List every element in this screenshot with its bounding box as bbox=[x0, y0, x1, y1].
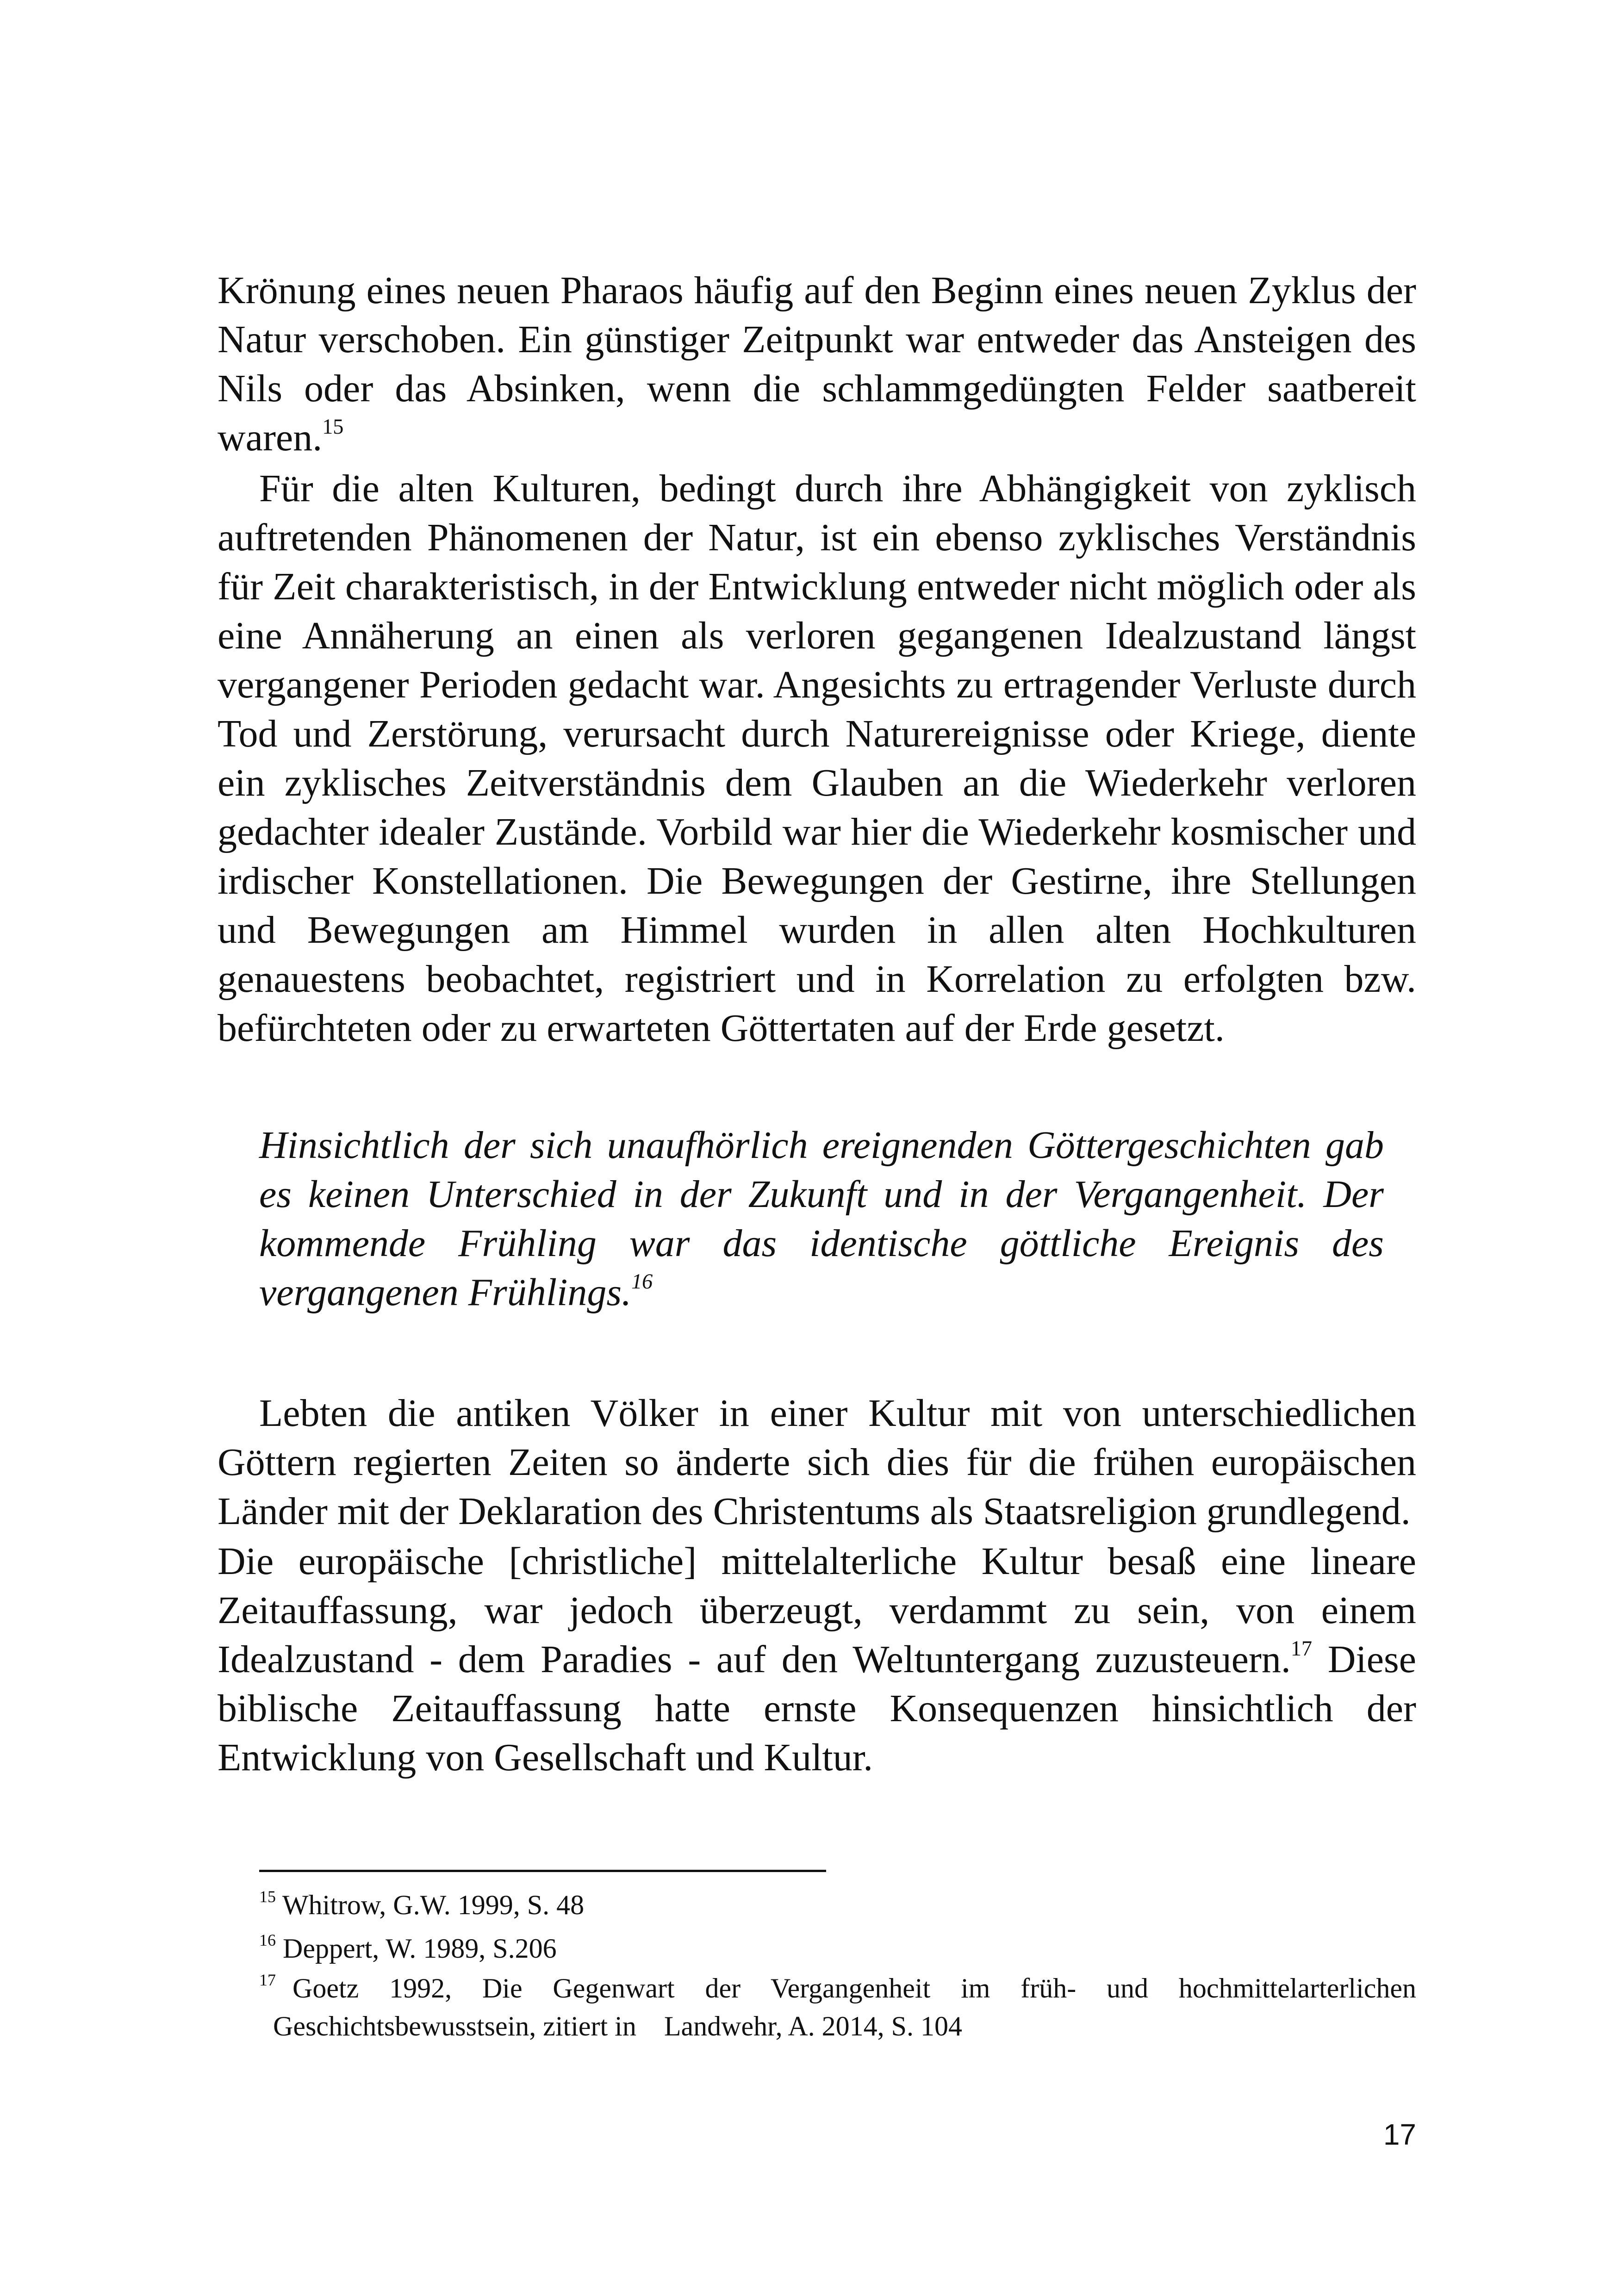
footnote-ref-15[interactable]: 15 bbox=[322, 415, 344, 439]
block-quote-text: Hinsichtlich der sich unaufhörlich ereignenden Göttergeschichten gab es keinen Unterschied in der Zukunft und in der Vergangenheit. Der kommende Frühling war das identische göttliche Ereignis des vergangenen Frühlings. bbox=[259, 1124, 1384, 1314]
paragraph-1-text: Krönung eines neuen Pharaos häufig auf den Beginn eines neuen Zyklus der Natur verschoben. Ein günstiger Zeitpunkt war entweder das Ansteigen des Nils oder das Absinken, wenn die schlammgedüngten Felder saatbereit waren. bbox=[218, 269, 1416, 459]
footnote-15 bbox=[259, 1887, 1416, 1923]
footnote-17-continued bbox=[273, 2008, 1430, 2044]
footnote-number: 17 bbox=[259, 1970, 276, 1989]
footnote-number: 15 bbox=[259, 1887, 276, 1906]
footnote-text-line-2b: Landwehr, A. 2014, S. 104 bbox=[664, 2011, 963, 2041]
paragraph-2-text: Für die alten Kulturen, bedingt durch ihre Abhängigkeit von zyklisch auftretenden Phänomenen der Natur, ist ein ebenso zyklisches Verständnis für Zeit charakteristisch, in der Entwicklung entweder nicht möglich oder als eine Annäherung an einen als verloren gegangenen Idealzustand längst vergangener Perioden gedacht war. Angesichts zu ertragender Verluste durch Tod und Zerstörung, verursacht durch Naturereignisse oder Kriege, diente ein zyklisches Zeitverständnis dem Glauben an die Wiederkehr verloren gedachter idealer Zustände. Vorbild war hier die Wiederkehr kosmischer und irdischer Konstellationen. Die Bewegungen der Gestirne, ihre Stellungen und Bewegungen am Himmel wurden in allen alten Hochkulturen genauestens beobachtet, registriert und in Korrelation zu erfolgten bzw. befürchteten oder zu erwarteten Göttertaten auf der Erde gesetzt. bbox=[218, 467, 1416, 1050]
footnote-separator bbox=[259, 1870, 826, 1872]
paragraph-4-text-before: Die europäische [christliche] mittelalterliche Kultur besaß eine lineare Zeitauffassung, war jedoch überzeugt, verdammt zu sein, von einem Idealzustand - dem Paradies - auf den Weltuntergang zuzusteuern. bbox=[218, 1540, 1416, 1681]
paragraph-3-text: Lebten die antiken Völker in einer Kultur mit von unterschiedlichen Göttern regierten Zeiten so änderte sich dies für die frühen europäischen Länder mit der Deklaration des Christentums als Staatsreligion grundlegend. bbox=[218, 1392, 1416, 1533]
paragraph-1 bbox=[218, 266, 1416, 462]
block-quote bbox=[259, 1121, 1384, 1317]
footnote-17 bbox=[259, 1970, 1416, 2006]
footnote-text-line-1: Goetz 1992, Die Gegenwart der Vergangenheit im früh- und hochmittelarterlichen bbox=[292, 1973, 1416, 2004]
footnote-16 bbox=[259, 1930, 1416, 1966]
footnote-ref-16[interactable]: 16 bbox=[631, 1269, 653, 1294]
footnote-text-line-2a: Geschichtsbewusstsein, zitiert in bbox=[273, 2011, 636, 2041]
footnote-number: 16 bbox=[259, 1930, 276, 1949]
paragraph-3 bbox=[218, 1389, 1416, 1536]
footnote-ref-17[interactable]: 17 bbox=[1290, 1636, 1313, 1661]
paragraph-2 bbox=[218, 464, 1416, 1053]
page-number: 17 bbox=[1383, 2118, 1416, 2151]
paragraph-4-text-after: Diese biblische Zeitauffassung hatte ernste Konsequenzen hinsichtlich der Entwicklung von Gesellschaft und Kultur. bbox=[218, 1638, 1416, 1779]
footnote-text: Deppert, W. 1989, S.206 bbox=[283, 1933, 557, 1964]
paragraph-4 bbox=[218, 1537, 1416, 1782]
footnote-text: Whitrow, G.W. 1999, S. 48 bbox=[282, 1890, 585, 1920]
